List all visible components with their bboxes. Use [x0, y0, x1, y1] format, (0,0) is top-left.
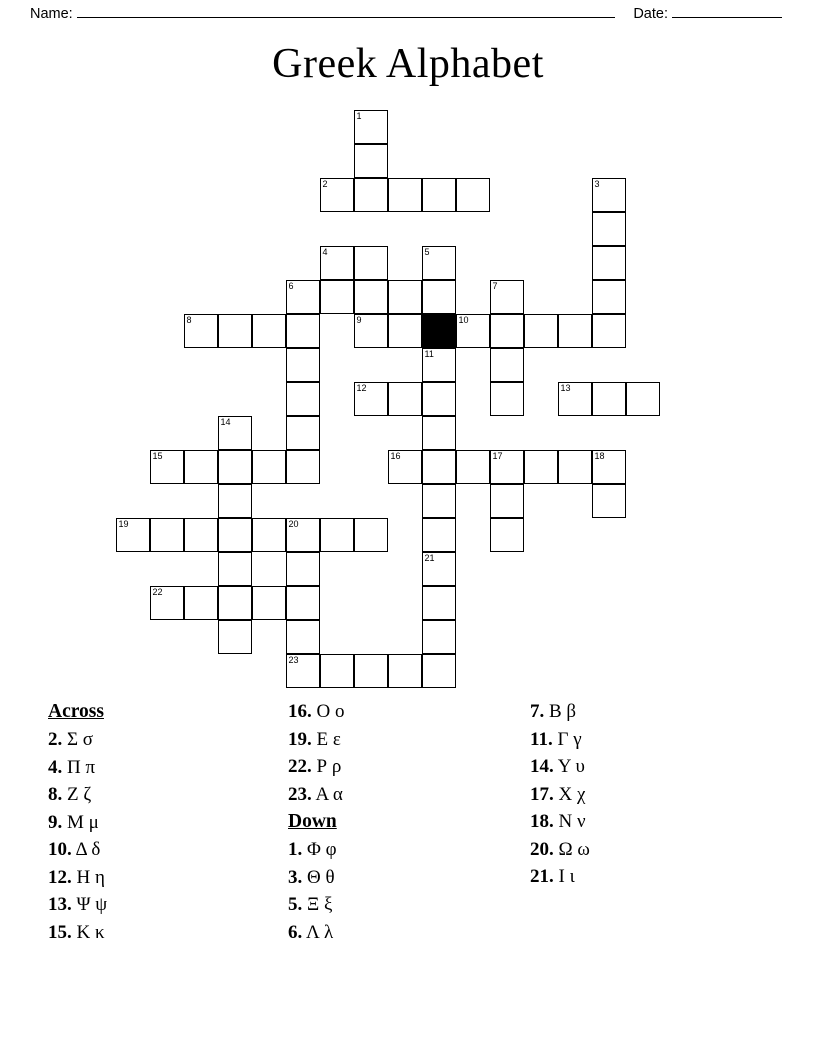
- grid-cell-number: 8: [186, 315, 192, 325]
- grid-cell[interactable]: [388, 280, 422, 314]
- grid-cell[interactable]: [490, 484, 524, 518]
- grid-cell-number: 21: [424, 553, 435, 563]
- grid-cell[interactable]: [388, 178, 422, 212]
- grid-cell[interactable]: [388, 314, 422, 348]
- grid-cell[interactable]: [354, 246, 388, 280]
- clue-text: Π π: [62, 756, 96, 778]
- grid-cell[interactable]: [490, 314, 524, 348]
- clue-text: Λ λ: [302, 921, 334, 943]
- grid-cell[interactable]: [218, 586, 252, 620]
- grid-cell[interactable]: [422, 348, 456, 382]
- grid-cell-number: 4: [322, 247, 328, 257]
- grid-cell[interactable]: [558, 314, 592, 348]
- grid-cell[interactable]: [490, 382, 524, 416]
- grid-cell[interactable]: [422, 552, 456, 586]
- clue-number: 16.: [288, 701, 312, 722]
- clue-item: [48, 836, 268, 864]
- clue-number: 9.: [48, 811, 63, 833]
- grid-cell[interactable]: [592, 246, 626, 280]
- grid-cell[interactable]: [184, 518, 218, 552]
- grid-cell[interactable]: [592, 450, 626, 484]
- grid-cell[interactable]: [116, 518, 150, 552]
- clue-number: 17.: [530, 783, 554, 805]
- grid-cell[interactable]: [286, 518, 320, 552]
- grid-cell[interactable]: [286, 450, 320, 484]
- clue-item: [288, 919, 518, 947]
- clue-text: Ο ο: [311, 701, 345, 722]
- clue-text: Α α: [311, 783, 343, 805]
- clue-text: Ξ ξ: [302, 894, 333, 915]
- clue-item: [48, 919, 268, 947]
- grid-cell[interactable]: [286, 586, 320, 620]
- grid-cell-number: 9: [356, 315, 362, 325]
- clue-item: [530, 863, 760, 891]
- grid-cell[interactable]: [184, 450, 218, 484]
- grid-cell[interactable]: [354, 518, 388, 552]
- date-write-line[interactable]: [672, 16, 782, 18]
- clue-text: Ψ ψ: [71, 894, 108, 915]
- grid-cell[interactable]: [422, 178, 456, 212]
- clue-number: 13.: [48, 894, 72, 915]
- clue-number: 8.: [48, 784, 63, 805]
- clue-section-heading: Down: [288, 811, 337, 832]
- grid-cell[interactable]: [422, 586, 456, 620]
- clue-column-1: [48, 698, 268, 946]
- clue-text: Ι ι: [553, 866, 575, 887]
- grid-cell[interactable]: [286, 314, 320, 348]
- grid-cell[interactable]: [286, 552, 320, 586]
- clue-item: [48, 864, 268, 892]
- grid-cell-number: 7: [492, 281, 498, 291]
- clue-number: 15.: [48, 921, 72, 943]
- grid-cell[interactable]: [490, 280, 524, 314]
- clue-item: [288, 864, 518, 892]
- grid-cell[interactable]: [422, 416, 456, 450]
- grid-cell[interactable]: [388, 382, 422, 416]
- grid-cell[interactable]: [218, 314, 252, 348]
- clue-text: Θ θ: [302, 866, 335, 888]
- date-label: Date:: [633, 6, 668, 22]
- clue-number: 20.: [530, 838, 554, 860]
- clue-item: [48, 781, 268, 809]
- grid-cell[interactable]: [422, 280, 456, 314]
- grid-cell[interactable]: [286, 348, 320, 382]
- grid-cell[interactable]: [218, 518, 252, 552]
- clue-number: 19.: [288, 728, 312, 750]
- clue-item: [530, 698, 760, 726]
- grid-cell[interactable]: [490, 518, 524, 552]
- clue-item: [530, 836, 760, 864]
- clue-number: 21.: [530, 866, 554, 887]
- clue-item: [530, 726, 760, 754]
- grid-cell[interactable]: [218, 416, 252, 450]
- name-write-line[interactable]: [77, 16, 616, 18]
- clue-column-2: [288, 698, 518, 946]
- grid-cell[interactable]: [252, 586, 286, 620]
- grid-cell[interactable]: [320, 280, 354, 314]
- grid-cell[interactable]: [422, 450, 456, 484]
- grid-cell[interactable]: [184, 586, 218, 620]
- clue-number: 7.: [530, 701, 545, 722]
- clue-number: 18.: [530, 811, 554, 832]
- clue-text: Ω ω: [553, 838, 590, 860]
- grid-cell-number: 20: [288, 519, 299, 529]
- grid-cell[interactable]: [422, 484, 456, 518]
- crossword-grid[interactable]: [0, 105, 816, 695]
- grid-cell[interactable]: [456, 450, 490, 484]
- grid-cell[interactable]: [592, 178, 626, 212]
- grid-cell[interactable]: [524, 314, 558, 348]
- grid-cell-number: 16: [390, 451, 401, 461]
- clue-text: Δ δ: [71, 839, 101, 860]
- grid-cell[interactable]: [592, 314, 626, 348]
- grid-cell-number: 3: [594, 179, 600, 189]
- clue-item: [288, 781, 518, 809]
- grid-cell[interactable]: [320, 178, 354, 212]
- grid-cell[interactable]: [354, 280, 388, 314]
- grid-cell[interactable]: [286, 382, 320, 416]
- clue-item: [288, 891, 518, 919]
- clue-item: [48, 809, 268, 837]
- clue-item: [48, 891, 268, 919]
- clue-text: Γ γ: [552, 728, 582, 750]
- clue-item: [530, 781, 760, 809]
- grid-cell[interactable]: [490, 450, 524, 484]
- clue-item: [288, 726, 518, 754]
- clue-item: [288, 753, 518, 781]
- grid-cell-number: 19: [118, 519, 129, 529]
- grid-cell-number: 2: [322, 179, 328, 189]
- grid-cell[interactable]: [490, 348, 524, 382]
- clue-text: Φ φ: [302, 839, 337, 860]
- worksheet-header: [30, 6, 786, 28]
- grid-cell[interactable]: [286, 620, 320, 654]
- grid-cell[interactable]: [456, 314, 490, 348]
- clue-column-3: [530, 698, 760, 891]
- grid-cell-number: 15: [152, 451, 163, 461]
- clue-item: [288, 698, 518, 726]
- grid-cell-number: 23: [288, 655, 299, 665]
- grid-cell[interactable]: [286, 654, 320, 688]
- grid-cell[interactable]: [592, 484, 626, 518]
- grid-cell[interactable]: [252, 314, 286, 348]
- grid-cell[interactable]: [592, 280, 626, 314]
- grid-cell-blocked: [422, 314, 456, 348]
- grid-cell[interactable]: [388, 450, 422, 484]
- grid-cell[interactable]: [354, 144, 388, 178]
- clue-number: 23.: [288, 783, 312, 805]
- grid-cell-number: 13: [560, 383, 571, 393]
- grid-cell-number: 17: [492, 451, 503, 461]
- clue-item: [48, 726, 268, 754]
- clue-number: 5.: [288, 894, 303, 915]
- grid-cell-number: 14: [220, 417, 231, 427]
- clue-item: [288, 836, 518, 864]
- grid-cell[interactable]: [252, 450, 286, 484]
- grid-cell[interactable]: [218, 450, 252, 484]
- grid-cell[interactable]: [422, 246, 456, 280]
- name-label: Name:: [30, 6, 73, 22]
- grid-cell[interactable]: [184, 314, 218, 348]
- clue-item: [48, 754, 268, 782]
- grid-cell[interactable]: [286, 416, 320, 450]
- grid-cell-number: 5: [424, 247, 430, 257]
- clue-number: 1.: [288, 839, 303, 860]
- clue-text: Ρ ρ: [311, 756, 342, 777]
- grid-cell-number: 10: [458, 315, 469, 325]
- grid-cell[interactable]: [626, 382, 660, 416]
- grid-cell-number: 12: [356, 383, 367, 393]
- clue-item: [530, 753, 760, 781]
- clue-list: [0, 698, 816, 958]
- grid-cell[interactable]: [354, 382, 388, 416]
- grid-cell[interactable]: [422, 654, 456, 688]
- grid-cell-number: 22: [152, 587, 163, 597]
- grid-cell[interactable]: [422, 382, 456, 416]
- clue-number: 4.: [48, 756, 63, 778]
- grid-cell[interactable]: [218, 620, 252, 654]
- grid-cell[interactable]: [558, 382, 592, 416]
- grid-cell[interactable]: [150, 518, 184, 552]
- page-title: Greek Alphabet: [272, 41, 544, 87]
- grid-cell[interactable]: [218, 552, 252, 586]
- grid-cell[interactable]: [320, 654, 354, 688]
- clue-section-heading: Across: [48, 701, 104, 722]
- clue-text: Ν ν: [553, 811, 586, 832]
- grid-cell[interactable]: [150, 450, 184, 484]
- grid-cell[interactable]: [422, 518, 456, 552]
- clue-number: 10.: [48, 839, 72, 860]
- grid-cell[interactable]: [524, 450, 558, 484]
- grid-cell-number: 11: [424, 349, 434, 359]
- grid-cell[interactable]: [286, 280, 320, 314]
- clue-text: Μ μ: [62, 811, 99, 833]
- grid-cell[interactable]: [218, 484, 252, 518]
- clue-number: 14.: [530, 756, 554, 777]
- grid-cell[interactable]: [354, 110, 388, 144]
- grid-cell[interactable]: [354, 654, 388, 688]
- grid-cell[interactable]: [388, 654, 422, 688]
- clue-text: Β β: [544, 701, 577, 722]
- clue-number: 12.: [48, 866, 72, 888]
- clue-text: Ε ε: [311, 728, 341, 750]
- clue-text: Κ κ: [71, 921, 105, 943]
- grid-cell[interactable]: [558, 450, 592, 484]
- grid-cell[interactable]: [150, 586, 184, 620]
- clue-number: 6.: [288, 921, 303, 943]
- clue-text: Υ υ: [553, 756, 585, 777]
- clue-number: 3.: [288, 866, 303, 888]
- grid-cell-number: 6: [288, 281, 294, 291]
- grid-cell[interactable]: [354, 178, 388, 212]
- grid-cell[interactable]: [592, 382, 626, 416]
- grid-cell[interactable]: [354, 314, 388, 348]
- clue-number: 11.: [530, 728, 553, 750]
- grid-cell[interactable]: [320, 246, 354, 280]
- grid-cell-number: 1: [356, 111, 362, 121]
- clue-text: Η η: [71, 866, 105, 888]
- clue-item: [530, 808, 760, 836]
- grid-cell[interactable]: [456, 178, 490, 212]
- clue-number: 22.: [288, 756, 312, 777]
- clue-text: Χ χ: [553, 783, 586, 805]
- grid-cell[interactable]: [422, 620, 456, 654]
- grid-cell[interactable]: [252, 518, 286, 552]
- grid-cell-number: 18: [594, 451, 605, 461]
- clue-number: 2.: [48, 729, 63, 750]
- clue-text: Ζ ζ: [62, 784, 92, 805]
- grid-cell[interactable]: [592, 212, 626, 246]
- clue-text: Σ σ: [62, 729, 94, 750]
- grid-cell[interactable]: [320, 518, 354, 552]
